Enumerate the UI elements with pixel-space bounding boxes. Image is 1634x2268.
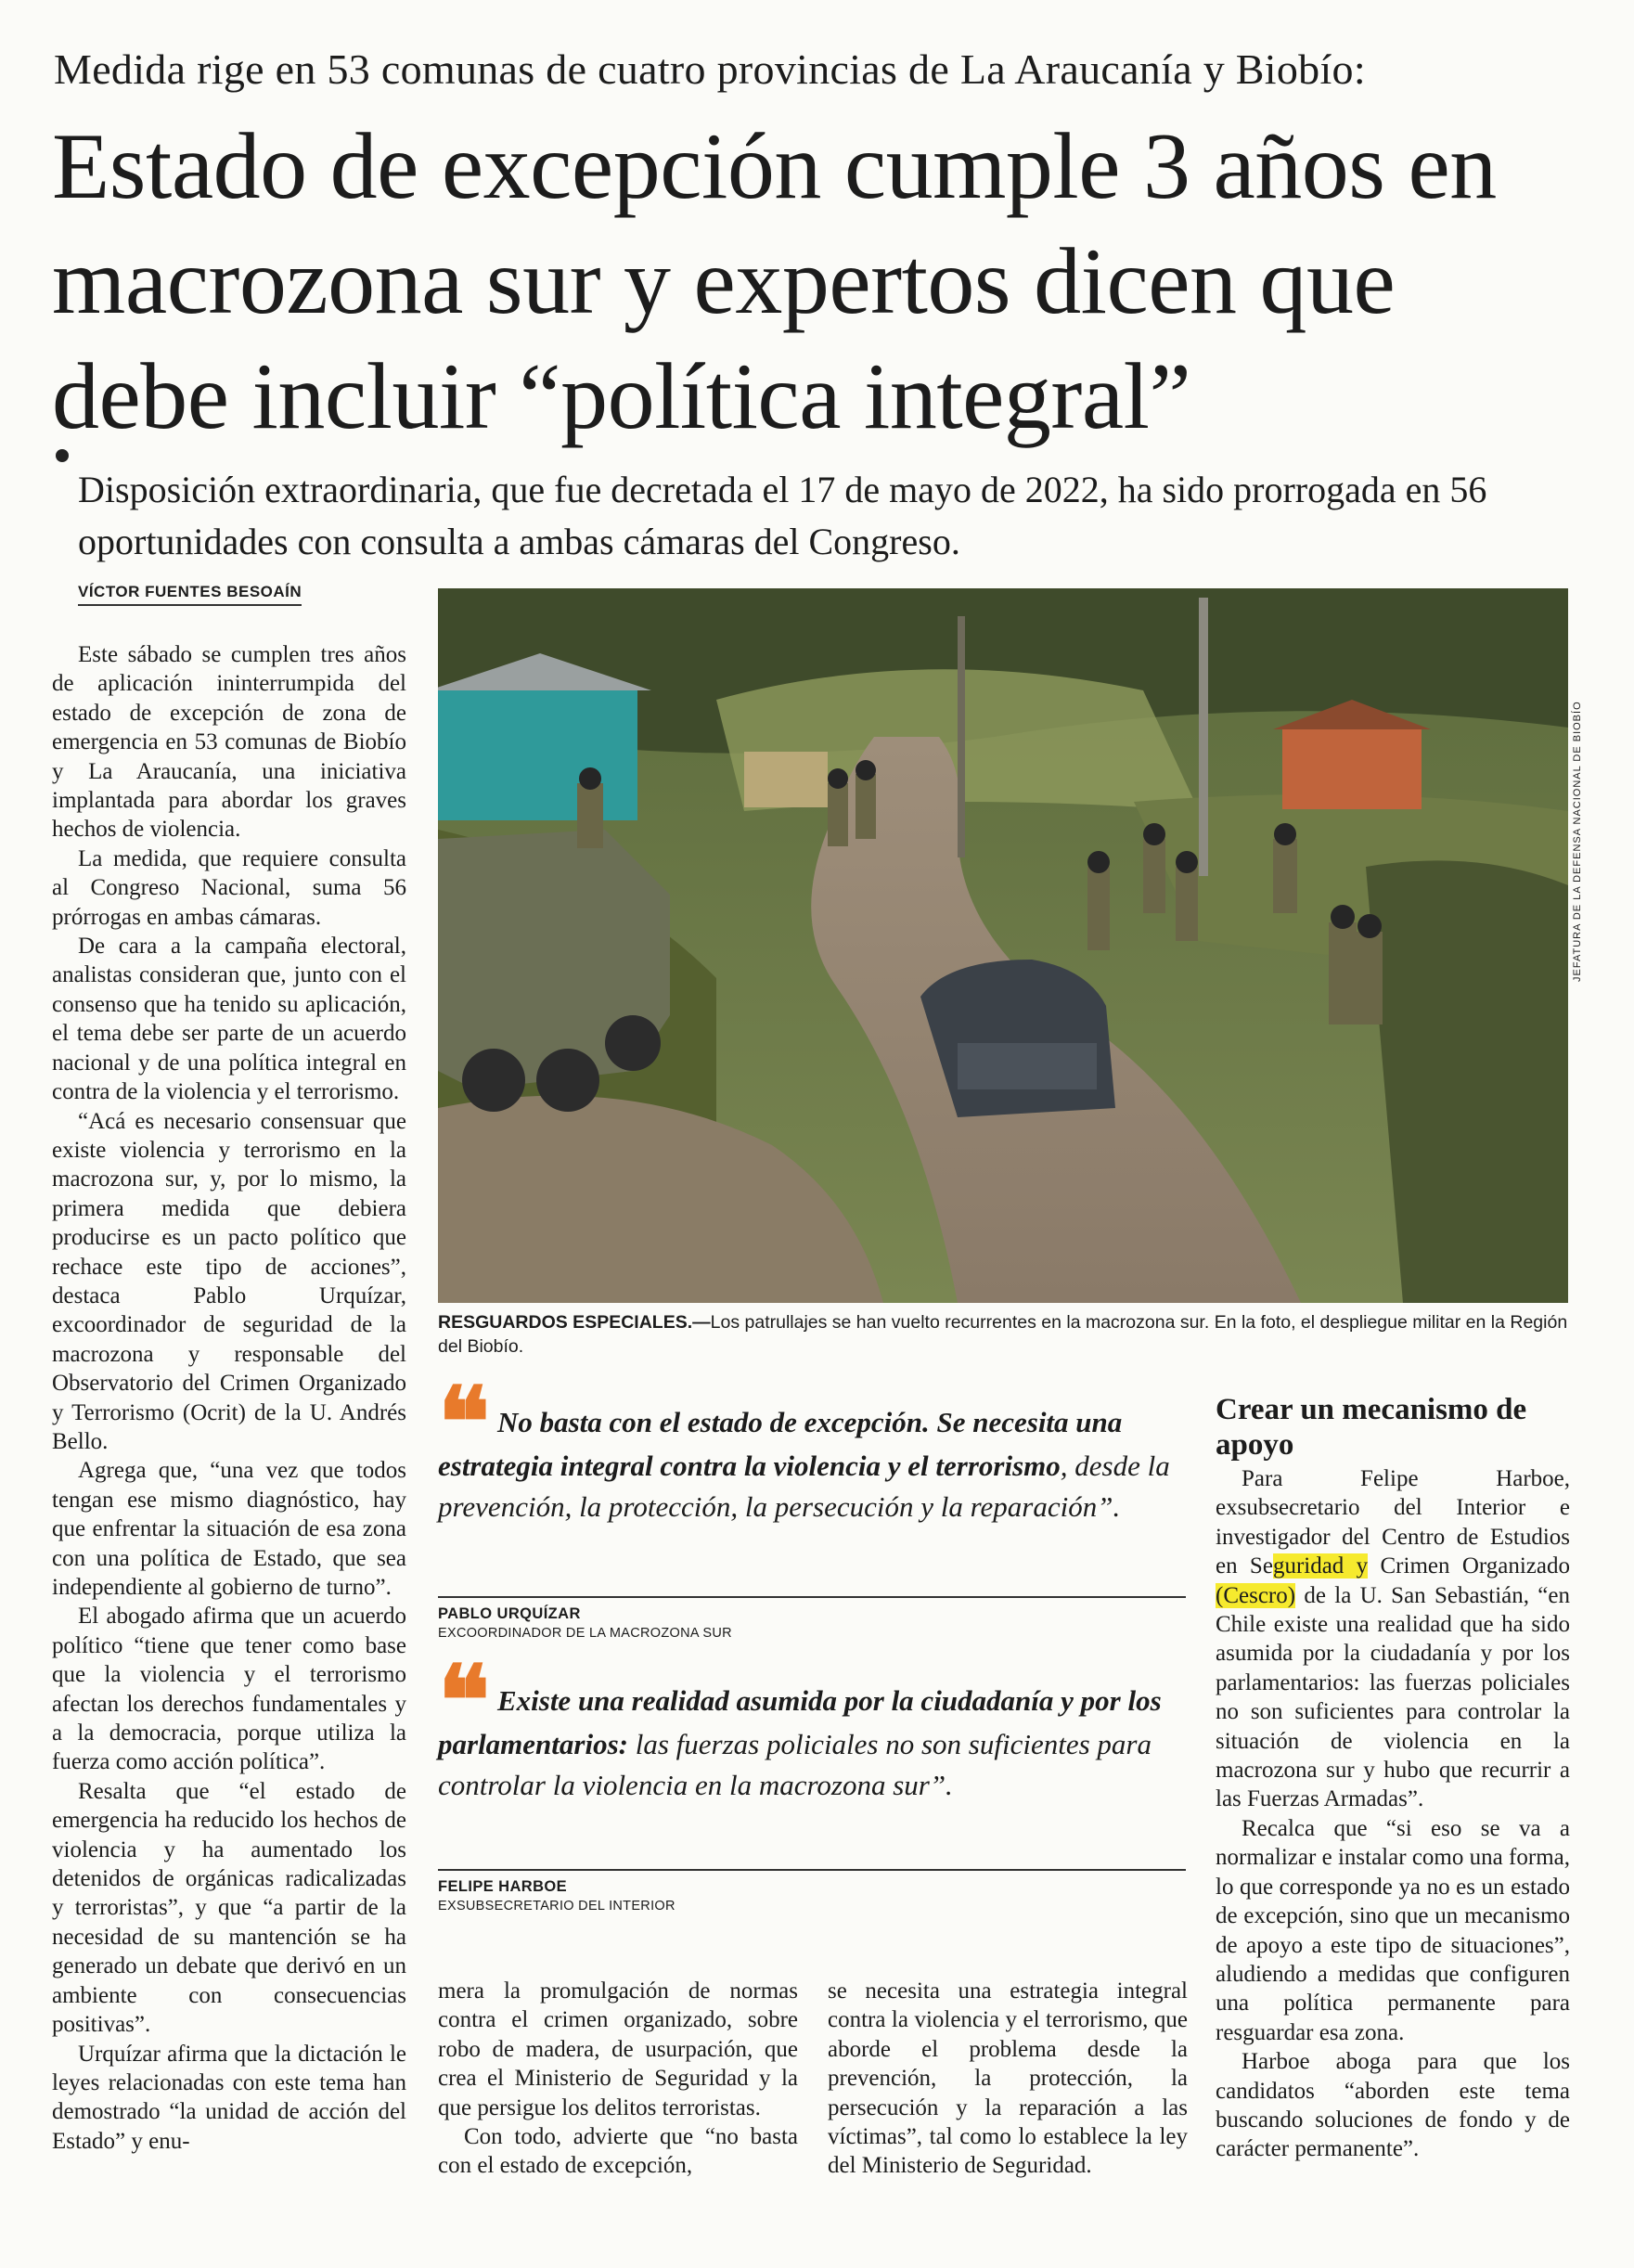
quote-text: las fuerzas policiales no son suficientes para controlar la violencia en la macrozona sur”.: [438, 1728, 1152, 1801]
news-photo: [438, 588, 1568, 1303]
orange-house: [1282, 728, 1422, 809]
sidebar-body: [1216, 1464, 1570, 2164]
quote-divider: [438, 1596, 1186, 1598]
caption-lead: RESGUARDOS ESPECIALES.—: [438, 1312, 711, 1333]
body-column-1: [52, 640, 406, 2156]
deck: Disposición extraordinaria, que fue decretada el 17 de mayo de 2022, ha sido prorrogada en 56 oportunidades con consulta a ambas cámaras del Congreso.: [78, 469, 1487, 562]
paragraph: Harboe aboga para que los candidatos “aborden este tema buscando soluciones de fondo y de carácter permanente”.: [1216, 2049, 1570, 2162]
quote-attribution-role: EXSUBSECRETARIO DEL INTERIOR: [438, 1899, 675, 1914]
byline: VÍCTOR FUENTES BESOAÍN: [78, 583, 302, 606]
quote-attribution-role: EXCOORDINADOR DE LA MACROZONA SUR: [438, 1626, 732, 1641]
photo-illustration: [438, 588, 1568, 1303]
quote-bold: No basta con el estado de excepción. Se necesita una estrategia integral contra la violencia y el terrorismo: [438, 1406, 1123, 1482]
bullet-dot: [56, 449, 69, 462]
body-column-2: [438, 1977, 798, 2181]
military-truck: [744, 752, 828, 807]
sidebar-heading: Crear un mecanismo de apoyo: [1216, 1393, 1527, 1462]
highlighted-text: guridad y: [1272, 1553, 1369, 1579]
paragraph: Resalta que “el estado de emergencia ha reducido los hechos de violencia y ha aumentado los detenidos de orgánicas radicalizadas y terroristas”, y que “a partir de la necesidad de su mantención se ha generado un debate que derivó en un ambiente con consecuencias positivas”.: [52, 1778, 406, 2038]
paragraph: El abogado afirma que un acuerdo político “tiene que tener como base que la violencia y el terrorismo afectan los derechos fundamentales y a la democracia, porque utiliza la fuerza como acción política”.: [52, 1604, 406, 1775]
quote-bold: Existe una realidad asumida por la ciudadanía y por los parlamentarios:: [438, 1684, 1162, 1760]
paragraph: Para Felipe Harboe, exsubsecretario del Interior e investigador del Centro de Estudios en Seguridad y Crimen Organizado (Cescro) de la U. San Sebastián, “en Chile existe una realidad que ha sido asumida por la ciudadanía y por los parlamentarios: las fuerzas policiales no son suficientes para controlar la situación de violencia en la macrozona sur y hubo que recurrir a las Fuerzas Armadas”.: [1216, 1466, 1570, 1812]
photo-credit: JEFATURA DE LA DEFENSA NACIONAL DE BIOBÍO: [1572, 701, 1583, 982]
paragraph: Con todo, advierte que “no basta con el estado de excepción,: [438, 2124, 798, 2179]
kicker: Medida rige en 53 comunas de cuatro provincias de La Araucanía y Biobío:: [54, 45, 1366, 93]
paragraph: “Acá es necesario consensuar que existe violencia y terrorismo en la macrozona sur, y, por lo mismo, la primera medida que debiera producirse es un pacto político que rechace este tipo de acciones”, destaca Pablo Urquízar, excoordinador de seguridad de la macrozona y responsable del Observatorio del Crimen Organizado y Terrorismo (Ocrit) de la U. Andrés Bello.: [52, 1108, 406, 1454]
quote-attribution-name: FELIPE HARBOE: [438, 1878, 568, 1895]
paragraph: Urquízar afirma que la dictación le leyes relacionadas con este tema han demostrado “la unidad de acción del Estado” y enu-: [52, 2041, 406, 2154]
quote-divider: [438, 1869, 1186, 1871]
blue-house: [438, 690, 637, 820]
quote-attribution-name: PABLO URQUÍZAR: [438, 1605, 581, 1622]
paragraph: Agrega que, “una vez que todos tengan ese mismo diagnóstico, hay que enfrentar la situación de esa zona con una política de Estado, que sea independiente al gobierno de turno”.: [52, 1458, 406, 1600]
photo-caption: [438, 1310, 1568, 1359]
quote-mark-icon: ❝: [438, 1365, 490, 1479]
pull-quote-1: [438, 1365, 1171, 1527]
paragraph: De cara a la campaña electoral, analistas consideran que, junto con el consenso que ha tenido su aplicación, el tema debe ser parte de un acuerdo nacional y de una política integral en contra de la violencia y el terrorismo.: [52, 934, 406, 1105]
pull-quote-2: [438, 1643, 1171, 1806]
highlighted-text: (Cescro): [1216, 1582, 1296, 1608]
paragraph: Recalca que “si eso se va a normalizar e instalar como una forma, lo que corresponde ya no es un estado de excepción, sino que un mecanismo de apoyo a este tipo de situaciones”, aludiendo a medidas que configuren una política permanente para resguardar esa zona.: [1216, 1815, 1570, 2045]
body-column-3: [828, 1977, 1188, 2181]
quote-mark-icon: ❝: [438, 1643, 490, 1758]
headline: Estado de excepción cumple 3 años en macrozona sur y expertos dicen que debe incluir “política integral”: [52, 114, 1497, 449]
quote-text: , desde la prevención, la protección, la persecución y la reparación”.: [438, 1450, 1170, 1523]
paragraph: se necesita una estrategia integral contra la violencia y el terrorismo, que aborde el problema desde la prevención, la protección, la persecución y la reparación a las víctimas”, tal como lo establece la ley del Ministerio de Seguridad.: [828, 1978, 1188, 2179]
paragraph: Este sábado se cumplen tres años de aplicación ininterrumpida del estado de excepción de zona de emergencia en 53 comunas de Biobío y La Araucanía, una iniciativa implantada para abordar los graves hechos de violencia.: [52, 642, 406, 843]
paragraph: mera la promulgación de normas contra el crimen organizado, sobre robo de madera, de usurpación, que crea el Ministerio de Seguridad y la que persigue los delitos terroristas.: [438, 1978, 798, 2120]
paragraph: La medida, que requiere consulta al Congreso Nacional, suma 56 prórrogas en ambas cámaras.: [52, 845, 406, 930]
caption-text: Los patrullajes se han vuelto recurrentes en la macrozona sur. En la foto, el despliegue militar en la Región del Biobío.: [438, 1312, 1568, 1357]
